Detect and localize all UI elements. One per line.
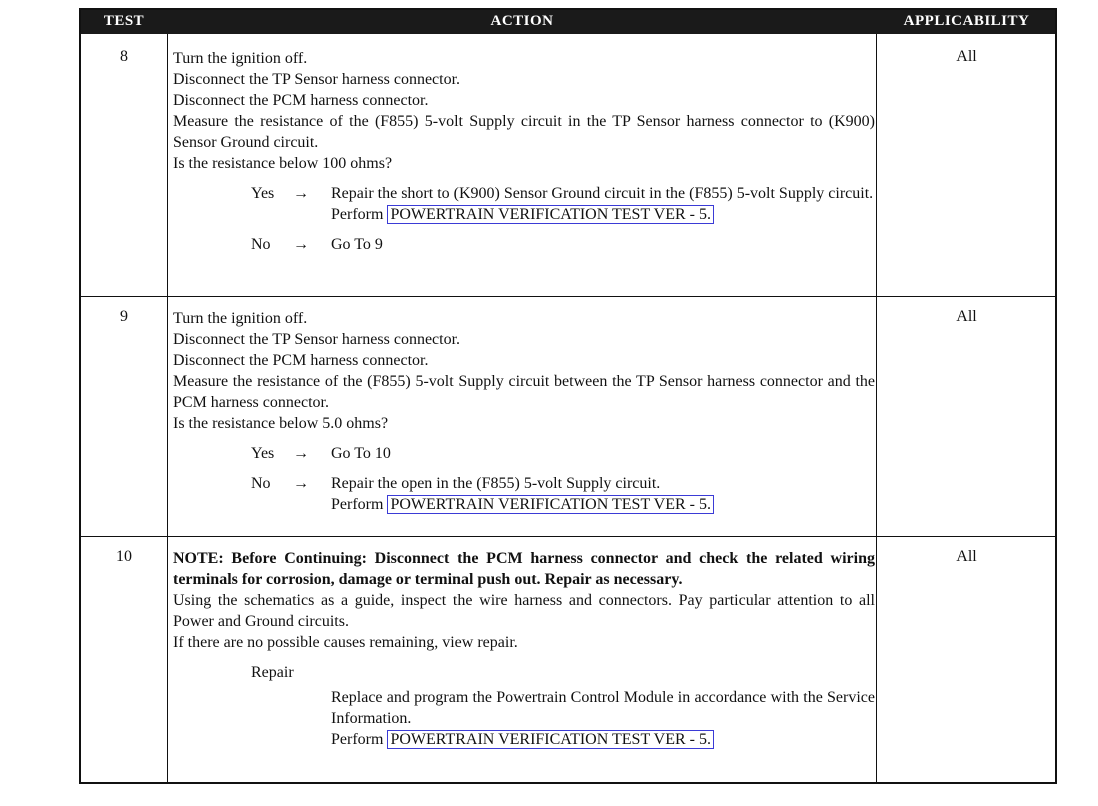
- header-applicability: APPLICABILITY: [903, 13, 1030, 29]
- step: Turn the ignition off.: [173, 310, 308, 327]
- applicability-value: All: [956, 48, 977, 65]
- perform-label: Perform: [331, 731, 384, 748]
- perform-label: Perform: [331, 496, 384, 513]
- yes-label: Yes: [251, 185, 275, 202]
- column-divider: [167, 34, 168, 782]
- step: Measure the resistance of the (F855) 5-volt Supply circuit in the TP Sensor harness connector to (K900) Sensor Ground circuit.: [173, 113, 875, 151]
- no-text: Go To 9: [331, 236, 383, 253]
- instruction-text: Using the schematics as a guide, inspect the wire harness and connectors. Pay particular attention to all Power and Ground circuits.: [173, 592, 875, 630]
- test-8-action: [173, 48, 875, 255]
- step: Turn the ignition off.: [173, 50, 308, 67]
- repair-text: Replace and program the Powertrain Control Module in accordance with the Service Information.: [331, 689, 875, 727]
- yes-response: [173, 443, 875, 464]
- header-action: ACTION: [490, 13, 554, 29]
- repair-response: [331, 687, 875, 750]
- test-number: 10: [116, 548, 132, 565]
- step: Is the resistance below 5.0 ohms?: [173, 415, 389, 432]
- step: Is the resistance below 100 ohms?: [173, 155, 393, 172]
- arrow-icon: →: [293, 445, 309, 462]
- diagnostic-table: [79, 8, 1057, 784]
- no-text: Repair the open in the (F855) 5-volt Supply circuit.: [331, 475, 661, 492]
- step: Disconnect the TP Sensor harness connector.: [173, 331, 461, 348]
- repair-label: Repair: [251, 664, 294, 681]
- perform-label: Perform: [331, 206, 384, 223]
- instruction-text: If there are no possible causes remaining, view repair.: [173, 634, 518, 651]
- arrow-icon: →: [293, 475, 309, 492]
- step: Disconnect the PCM harness connector.: [173, 92, 429, 109]
- table-header: [81, 10, 1055, 34]
- applicability-value: All: [956, 308, 977, 325]
- note-text: NOTE: Before Continuing: Disconnect the PCM harness connector and check the related wiring terminals for corrosion, damage or terminal push out. Repair as necessary.: [173, 550, 875, 588]
- no-label: No: [251, 236, 271, 253]
- test-9-action: [173, 308, 875, 515]
- row-divider: [81, 296, 1055, 297]
- arrow-icon: →: [293, 236, 309, 253]
- column-divider: [876, 34, 877, 782]
- row-divider: [81, 536, 1055, 537]
- yes-label: Yes: [251, 445, 275, 462]
- step: Measure the resistance of the (F855) 5-volt Supply circuit between the TP Sensor harness connector and the PCM harness connector.: [173, 373, 875, 411]
- no-response: [173, 234, 875, 255]
- verification-test-link[interactable]: POWERTRAIN VERIFICATION TEST VER - 5.: [387, 730, 714, 749]
- test-10-action: [173, 548, 875, 750]
- arrow-icon: →: [293, 185, 309, 202]
- yes-text: Repair the short to (K900) Sensor Ground circuit in the (F855) 5-volt Supply circuit.: [331, 185, 874, 202]
- yes-text: Go To 10: [331, 445, 391, 462]
- test-number: 8: [120, 48, 128, 65]
- header-test: TEST: [103, 13, 145, 29]
- test-number: 9: [120, 308, 128, 325]
- verification-test-link[interactable]: POWERTRAIN VERIFICATION TEST VER - 5.: [387, 205, 714, 224]
- no-label: No: [251, 475, 271, 492]
- step: Disconnect the PCM harness connector.: [173, 352, 429, 369]
- no-response: [173, 473, 875, 515]
- yes-response: [173, 183, 875, 225]
- verification-test-link[interactable]: POWERTRAIN VERIFICATION TEST VER - 5.: [387, 495, 714, 514]
- applicability-value: All: [956, 548, 977, 565]
- step: Disconnect the TP Sensor harness connector.: [173, 71, 461, 88]
